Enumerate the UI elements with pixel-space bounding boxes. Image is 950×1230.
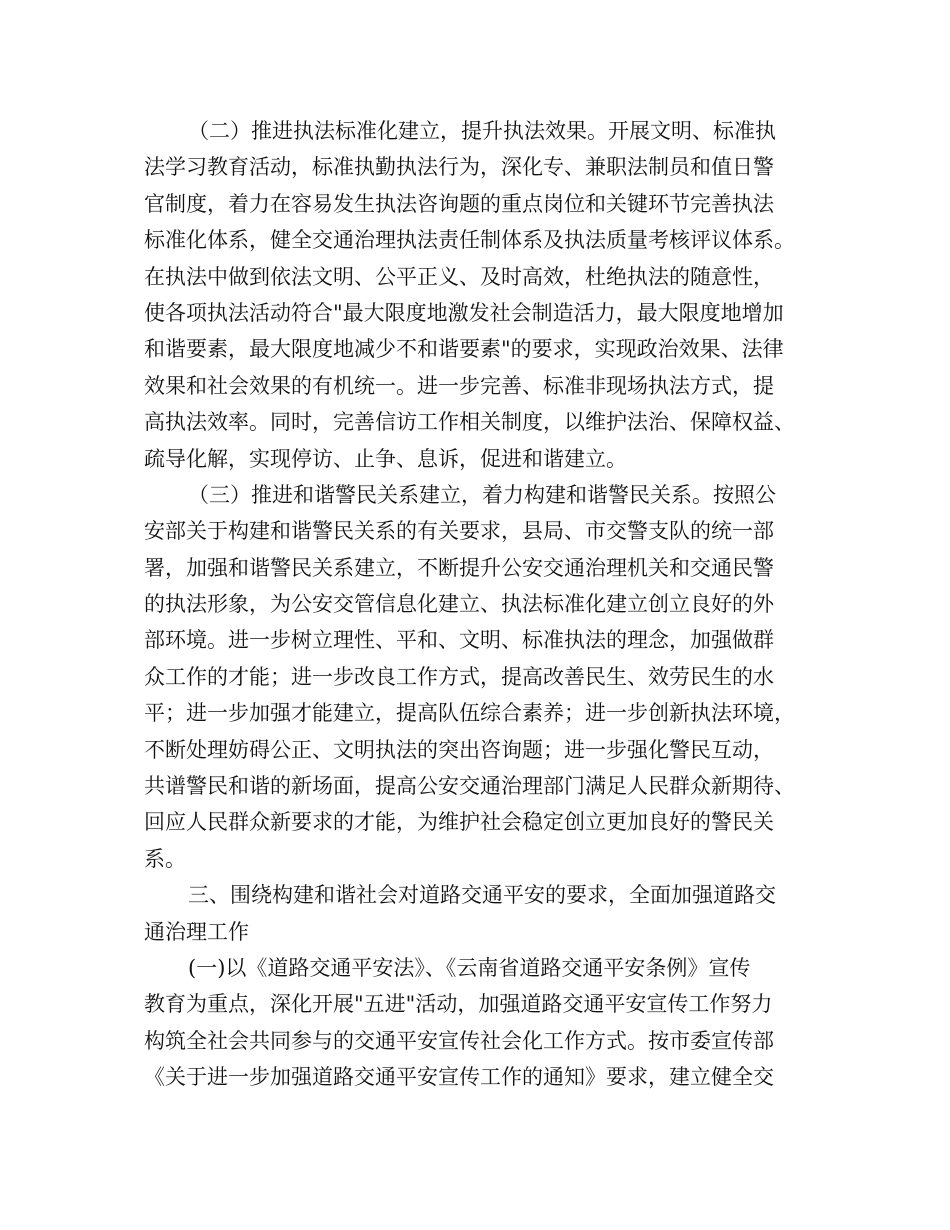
text-line: 构筑全社会共同参与的交通平安宣传社会化工作方式。按市委宣传部: [144, 1028, 774, 1053]
text-line: 安部关于构建和谐警民关系的有关要求，县局、市交警支队的统一部: [144, 519, 774, 544]
text-line: 标准化体系，健全交通治理执法责任制体系及执法质量考核评议体系。: [144, 228, 795, 253]
text-line: 回应人民群众新要求的才能，为维护社会稳定创立更加良好的警民关: [144, 810, 774, 835]
text-line: 署，加强和谐警民关系建立，不断提升公安交通治理机关和交通民警: [144, 555, 774, 580]
text-line: 效果和社会效果的有机统一。进一步完善、标准非现场执法方式，提: [144, 373, 774, 398]
text-line: 三、围绕构建和谐社会对道路交通平安的要求，全面加强道路交: [188, 883, 776, 908]
text-line: 系。: [144, 846, 186, 871]
text-line: （二）推进执法标准化建立，提升执法效果。开展文明、标准执: [188, 119, 776, 143]
text-line: 部环境。进一步树立理性、平和、文明、标准执法的理念，加强做群: [144, 628, 774, 653]
text-line: 和谐要素，最大限度地减少不和谐要素"的要求，实现政治效果、法律: [144, 337, 784, 362]
text-line: （三）推进和谐警民关系建立，着力构建和谐警民关系。按照公: [188, 482, 776, 507]
text-line: 高执法效率。同时，完善信访工作相关制度，以维护法治、保障权益、: [144, 410, 795, 435]
text-line: 官制度，着力在容易发生执法咨询题的重点岗位和关键环节完善执法: [144, 191, 774, 216]
text-line: 在执法中做到依法文明、公平正义、及时高效，杜绝执法的随意性，: [144, 264, 774, 289]
text-line: 疏导化解，实现停访、止争、息诉，促进和谐建立。: [144, 446, 627, 471]
text-line: 平；进一步加强才能建立，提高队伍综合素养；进一步创新执法环境，: [144, 701, 795, 726]
text-line: 共谱警民和谐的新场面，提高公安交通治理部门满足人民群众新期待、: [144, 774, 795, 799]
text-line: (一)以《道路交通平安法》、《云南省道路交通平安条例》宣传: [188, 955, 751, 980]
text-line: 《关于进一步加强道路交通平安宣传工作的通知》要求，建立健全交: [144, 1065, 774, 1090]
text-line: 众工作的才能；进一步改良工作方式，提高改善民生、效劳民生的水: [144, 664, 774, 689]
text-line: 教育为重点，深化开展"五进"活动，加强道路交通平安宣传工作努力: [144, 992, 773, 1017]
text-line: 通治理工作: [144, 919, 249, 944]
text-line: 的执法形象，为公安交管信息化建立、执法标准化建立创立良好的外: [144, 592, 774, 617]
text-line: 法学习教育活动，标准执勤执法行为，深化专、兼职法制员和值日警: [144, 155, 774, 180]
text-line: 不断处理妨碍公正、文明执法的突出咨询题；进一步强化警民互动，: [144, 737, 774, 762]
document-body: [144, 113, 834, 1096]
text-line: 使各项执法活动符合"最大限度地激发社会制造活力，最大限度地增加: [144, 300, 784, 325]
